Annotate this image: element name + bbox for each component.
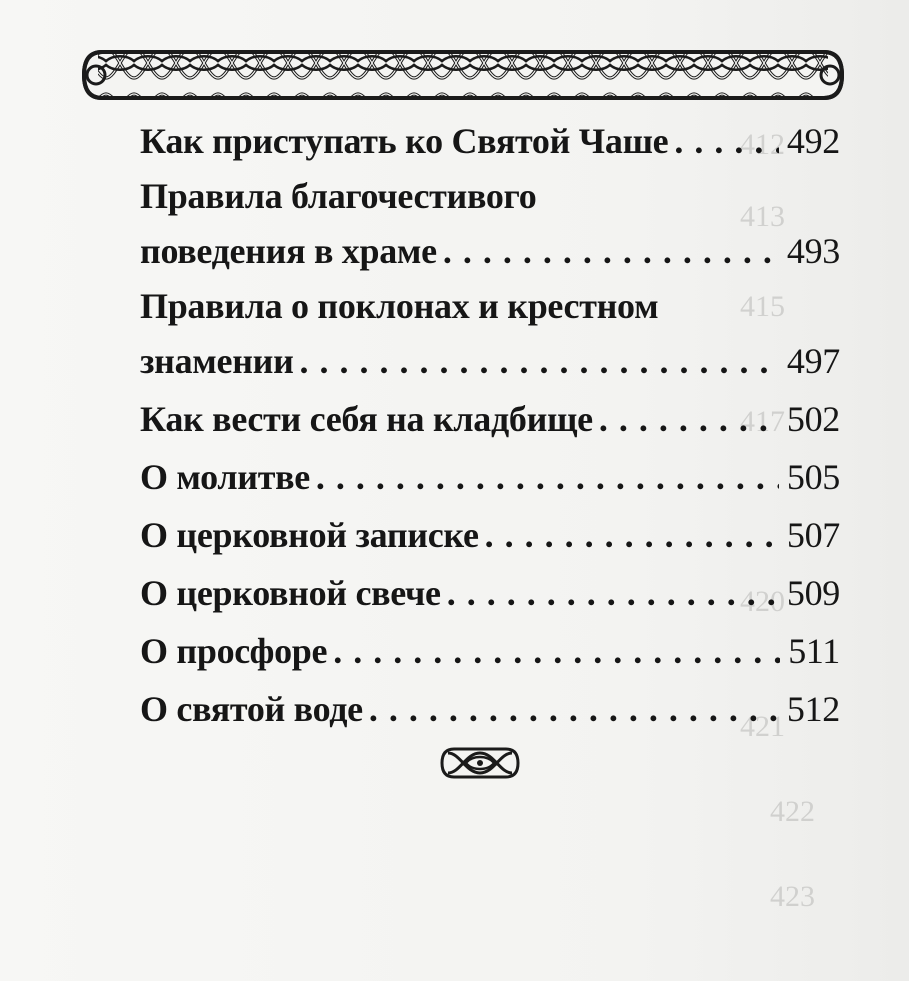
- toc-entry: [140, 390, 840, 448]
- toc-page-number: 493: [786, 231, 840, 271]
- toc-entry: [140, 280, 840, 390]
- table-of-contents: [140, 112, 840, 738]
- dot-leader: [447, 564, 779, 622]
- dot-leader: [674, 112, 779, 170]
- toc-entry-line: [140, 112, 840, 170]
- toc-page-number: 492: [786, 121, 840, 161]
- toc-entry-title: О церковной записке: [140, 515, 479, 555]
- toc-page-number: 502: [786, 399, 840, 439]
- toc-page-number: 509: [786, 573, 840, 613]
- toc-page-number: 512: [786, 689, 840, 729]
- toc-page-number: 505: [786, 457, 840, 497]
- toc-entry: [140, 622, 840, 680]
- toc-entry: [140, 680, 840, 738]
- toc-entry: [140, 112, 840, 170]
- toc-page-number: 507: [786, 515, 840, 555]
- toc-entry-title: Как вести себя на кладбище: [140, 399, 593, 439]
- toc-entry-title: поведения в храме: [140, 231, 437, 271]
- toc-entry-title: Правила благочестивого: [140, 176, 537, 216]
- toc-entry-line-continued: [140, 280, 840, 332]
- toc-entry-line: [140, 332, 840, 390]
- toc-entry-line: [140, 390, 840, 448]
- dot-leader: [599, 390, 779, 448]
- toc-entry: [140, 506, 840, 564]
- dot-leader: [443, 222, 779, 280]
- toc-entry-title: знамении: [140, 341, 294, 381]
- dot-leader: [316, 448, 779, 506]
- dot-leader: [333, 622, 780, 680]
- toc-entry-title: О просфоре: [140, 631, 328, 671]
- dot-leader: [300, 332, 779, 390]
- toc-entry-line-continued: [140, 170, 840, 222]
- toc-entry-title: Правила о поклонах и крестном: [140, 286, 659, 326]
- knot-border-ornament: [78, 40, 848, 110]
- toc-entry: [140, 564, 840, 622]
- toc-page-number: 497: [786, 341, 840, 381]
- toc-entry-line: [140, 622, 840, 680]
- toc-page-number: 511: [788, 631, 840, 671]
- toc-entry: [140, 448, 840, 506]
- toc-entry-line: [140, 564, 840, 622]
- toc-entry-title: О святой воде: [140, 689, 363, 729]
- toc-entry-line: [140, 448, 840, 506]
- toc-entry-title: О церковной свече: [140, 573, 441, 613]
- toc-entry-title: О молитве: [140, 457, 310, 497]
- dot-leader: [369, 680, 779, 738]
- toc-entry: [140, 170, 840, 280]
- dot-leader: [485, 506, 779, 564]
- toc-entry-line: [140, 680, 840, 738]
- knot-fleuron-ornament: [440, 743, 520, 783]
- toc-entry-line: [140, 506, 840, 564]
- toc-entry-line: [140, 222, 840, 280]
- toc-entry-title: Как приступать ко Святой Чаше: [140, 121, 669, 161]
